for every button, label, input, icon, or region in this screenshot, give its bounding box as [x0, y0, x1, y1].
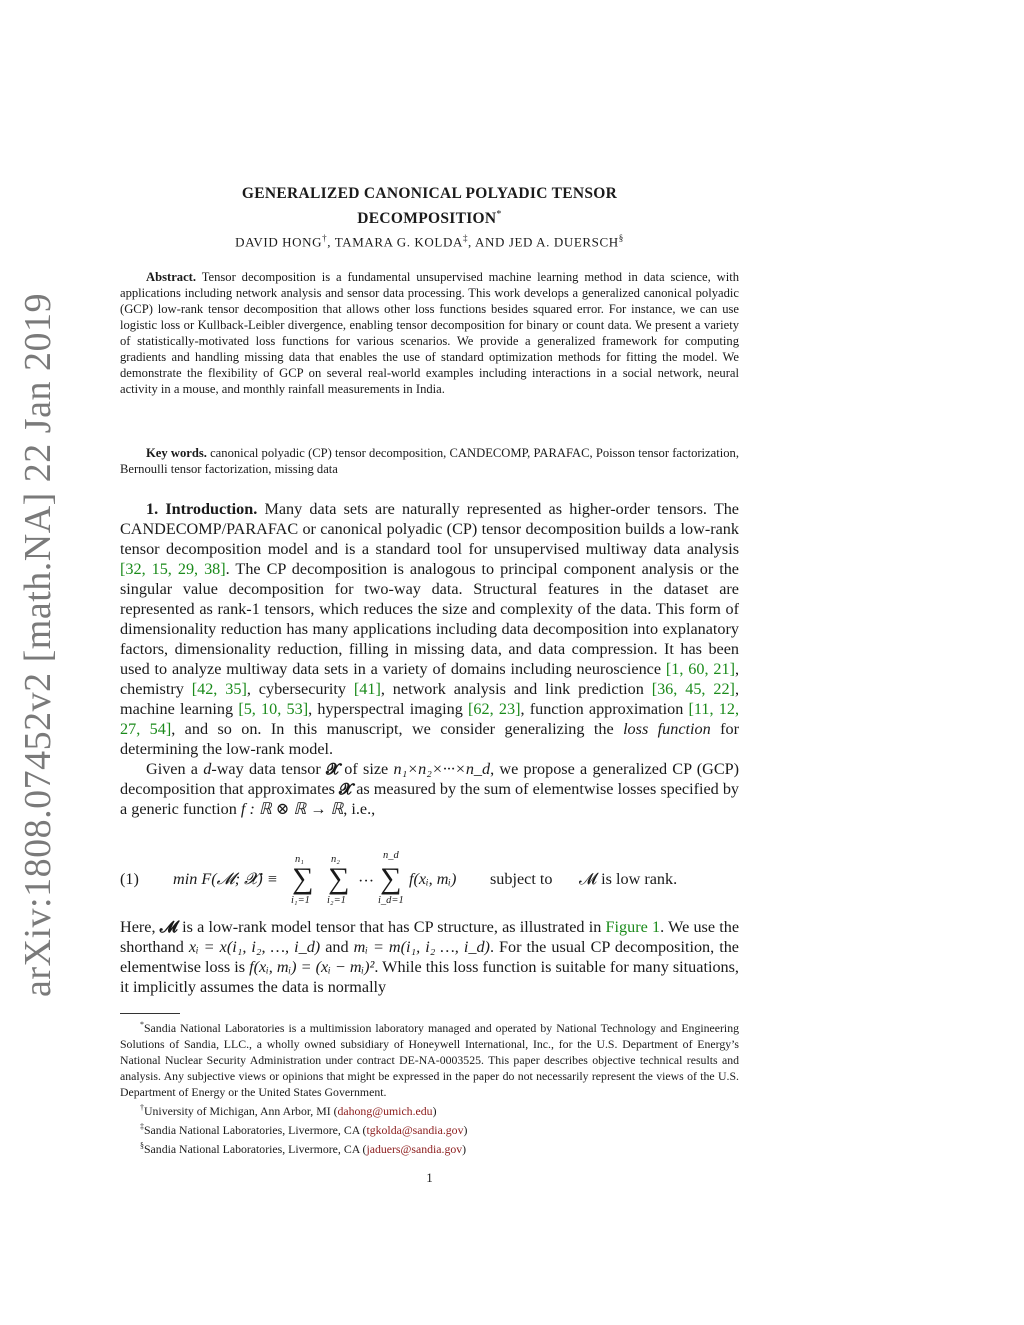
equation-subject-to: subject to	[490, 870, 553, 888]
citation-link[interactable]: [32, 15, 29, 38]	[120, 560, 226, 578]
sum-1-lower: i₁=1	[291, 895, 310, 906]
para-text: Given a	[146, 760, 204, 778]
intro-text: , network analysis and link prediction	[380, 680, 652, 698]
email-link[interactable]: jaduers@sandia.gov	[366, 1141, 463, 1156]
author-1: DAVID HONG	[235, 234, 323, 250]
citation-link[interactable]: [36, 45, 22]	[651, 680, 735, 698]
author-list	[120, 233, 739, 250]
abstract	[120, 269, 739, 397]
para-text: , i.e.,	[343, 800, 376, 818]
title-footnote-mark: *	[496, 209, 502, 220]
para-text: of size	[339, 760, 394, 778]
sum-2-upper: n₂	[331, 854, 340, 865]
footnote-text: Sandia National Laboratories is a multimission laboratory managed and operated by National Technology and Engineering Solutions of Sandia, LLC., a wholly owned subsidiary of Honeywell International, Inc., for the U.S. Department of Energy’s National Nuclear Security Administration under contract DE-NA-0003525. This paper describes objective technical results and analysis. Any subjective views or opinions that might be expressed in the paper do not necessarily represent the views of the U.S. Department of Energy or the United States Government.	[120, 1020, 739, 1099]
author-sep-1: ,	[327, 234, 335, 250]
equation-body	[173, 850, 739, 910]
keywords-text: canonical polyadic (CP) tensor decomposition, CANDECOMP, PARAFAC, Poisson tensor factorization, Bernoulli tensor factorization, missing data	[120, 446, 739, 476]
sum-2-symbol: ∑	[328, 862, 350, 895]
para-text: . For the usual CP decomposition, the elementwise loss is	[120, 938, 739, 976]
footnotes	[120, 1017, 739, 1157]
para-text: Here,	[120, 918, 160, 936]
sum-2-lower: i₂=1	[327, 895, 346, 906]
title-line-2: DECOMPOSITION	[357, 210, 497, 228]
sum-d-upper: n_d	[383, 850, 399, 861]
keywords-label: Key words.	[146, 446, 207, 460]
abstract-label: Abstract.	[146, 270, 197, 284]
keywords	[120, 445, 739, 477]
author-3: JED A. DUERSCH	[508, 234, 619, 250]
author-2: TAMARA G. KOLDA	[334, 234, 463, 250]
intro-text: , and so on. In this manuscript, we consider generalizing the	[171, 720, 624, 738]
author-1-mark: †	[322, 233, 328, 243]
abstract-text: Tensor decomposition is a fundamental unsupervised machine learning method in data science, with applications including network analysis and sensor data processing. This work develops a generalized canonical polyadic (GCP) low-rank tensor decomposition that allows other loss functions besides squared error. For instance, we can use logistic loss or Kullback-Leibler divergence, enabling tensor decomposition for binary or count data. We present a variety of statistically-motivated loss functions for various scenarios. We provide a generalized framework for computing gradients and handling missing data that enables the use of standard optimization methods for fitting the model. We demonstrate the flexibility of GCP on several real-world examples including interactions in a social network, neural activity in a mouse, and monthly rainfall measurements in India.	[120, 270, 740, 396]
email-link[interactable]: dahong@umich.edu	[337, 1103, 433, 1118]
equation-rhs: 𝓜 is low rank.	[579, 870, 678, 888]
math-function-signature: f : ℝ ⊗ ℝ → ℝ	[240, 800, 344, 818]
footnote-3	[120, 1119, 739, 1138]
author-sep-2: , AND	[468, 234, 509, 250]
figure-1-link[interactable]: Figure 1	[605, 918, 661, 936]
intro-text: , chemistry	[120, 660, 740, 698]
math-xi: xᵢ = x(i₁, i₂, …, i_d)	[188, 938, 321, 956]
intro-text: , machine learning	[120, 680, 739, 718]
math-mi: mᵢ = m(i₁, i₂ …, i_d)	[353, 938, 490, 956]
intro-text: . The CP decomposition is analogous to principal component analysis or the singular value decomposition for two-way data. Structural features in the dataset are represented as rank-1 tensors, which reduces the size and complexity of the data. This form of dimensionality reduction has many applications including data decomposition into explanatory factors, dimensionality reduction, filling in missing data, and data compression. It has been used to analyze multiway data sets in a variety of domains including neuroscience	[120, 560, 739, 678]
intro-text: , hyperspectral imaging	[308, 700, 469, 718]
citation-link[interactable]: [42, 35]	[191, 680, 247, 698]
para-text: , we propose a generalized CP (GCP) decomposition that approximates	[120, 760, 740, 798]
citation-link[interactable]: [41]	[353, 680, 381, 698]
equation-lhs: min F(𝓜; 𝓧) ≡	[173, 870, 278, 888]
para-text: and	[320, 938, 354, 956]
sum-1-upper: n₁	[295, 854, 304, 865]
footnote-text: )	[432, 1103, 437, 1118]
title-line-1: GENERALIZED CANONICAL POLYADIC TENSOR	[241, 185, 618, 202]
footnote-1	[120, 1017, 739, 1100]
paper-title	[120, 183, 739, 229]
footnote-text: )	[462, 1141, 467, 1156]
intro-text: Many data sets are naturally represented as higher-order tensors. The CANDECOMP/PARAFAC or canonical polyadic (CP) tensor decomposition builds a low-rank tensor decomposition model and is a standard tool for unsupervised multiway data analysis	[120, 500, 739, 558]
para-text: is a low-rank model tensor that has CP structure, as illustrated in	[177, 918, 606, 936]
footnote-mark: *	[140, 1020, 144, 1029]
emphasis-loss-function: loss function	[623, 720, 711, 738]
footnote-rule	[120, 1013, 180, 1014]
arxiv-sidebar	[8, 293, 68, 997]
intro-text: for determining the low-rank model.	[120, 720, 739, 758]
math-loss: f(xᵢ, mᵢ) = (xᵢ − mᵢ)²	[249, 958, 375, 976]
equation-number: (1)	[120, 870, 139, 888]
intro-text: , function approximation	[520, 700, 689, 718]
footnote-text: Sandia National Laboratories, Livermore, CA (	[144, 1122, 367, 1137]
page-number: 1	[426, 1170, 433, 1185]
footnote-text: University of Michigan, Ann Arbor, MI (	[144, 1103, 338, 1118]
intro-text: , cybersecurity	[246, 680, 354, 698]
arxiv-identifier: arXiv:1808.07452v2 [math.NA] 22 Jan 2019	[17, 293, 59, 997]
email-link[interactable]: tgkolda@sandia.gov	[366, 1122, 464, 1137]
sum-1-symbol: ∑	[292, 862, 314, 895]
footnote-mark: ‡	[140, 1121, 144, 1131]
footnote-2	[120, 1100, 739, 1119]
paragraph-3	[120, 917, 739, 997]
para-text: as measured by the sum of elementwise losses specified by a generic function	[120, 780, 740, 818]
math-tensor-m: 𝓜	[159, 918, 178, 936]
footnote-text: )	[463, 1122, 468, 1137]
author-3-mark: §	[618, 233, 624, 243]
math-tensor-x: 𝓧	[339, 780, 353, 798]
citation-link[interactable]: [5, 10, 53]	[238, 700, 309, 718]
author-2-mark: ‡	[462, 233, 469, 243]
citation-link[interactable]: [1, 60, 21]	[665, 660, 735, 678]
section-heading: 1. Introduction.	[146, 500, 258, 518]
para-text: -way data tensor	[211, 760, 326, 778]
footnote-mark: †	[140, 1102, 144, 1112]
para-text: . While this loss function is suitable for many situations, it implicitly assumes the data is normally	[120, 958, 739, 996]
footnote-4	[120, 1138, 739, 1157]
citation-link[interactable]: [62, 23]	[468, 700, 521, 718]
footnote-mark: §	[140, 1140, 144, 1150]
footnote-text: Sandia National Laboratories, Livermore, CA (	[144, 1141, 367, 1156]
introduction-section	[120, 499, 739, 819]
para-text: . We use the shorthand	[120, 918, 740, 956]
math-d: d	[203, 760, 212, 778]
intro-paragraph-2	[120, 759, 739, 819]
sum-d-lower: i_d=1	[378, 895, 404, 906]
math-tensor-x: 𝓧	[325, 760, 340, 778]
sum-d-symbol: ∑	[380, 862, 402, 895]
math-size: n₁×n₂×···×n_d	[393, 760, 491, 778]
equation-1	[120, 850, 739, 910]
citation-link[interactable]: [11, 12, 27, 54]	[120, 700, 740, 738]
intro-paragraph-1	[120, 499, 739, 759]
equation-dots: ···	[358, 872, 375, 890]
equation-term: f(xᵢ, mᵢ)	[409, 870, 457, 888]
